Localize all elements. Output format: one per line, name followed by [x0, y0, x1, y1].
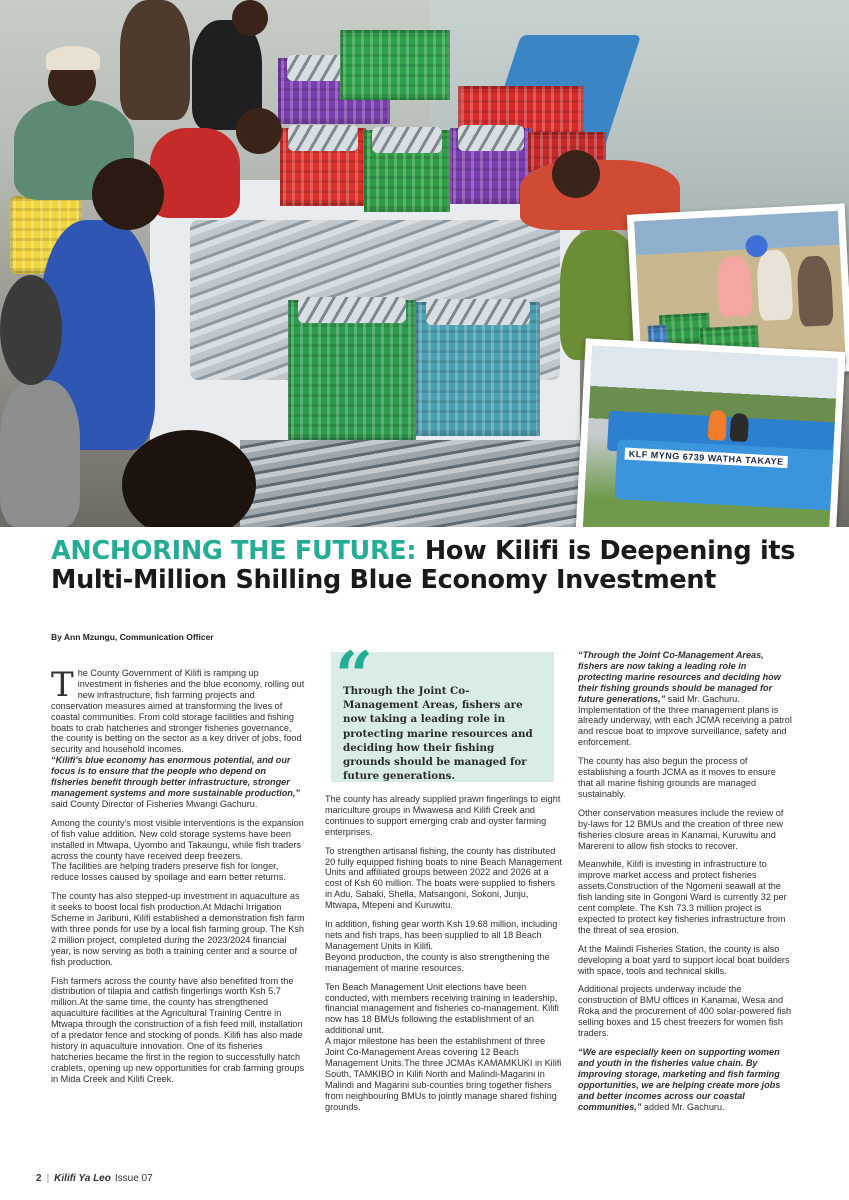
quote-paragraph	[578, 1047, 792, 1112]
article-column-2	[325, 794, 562, 1120]
inset-person	[708, 410, 728, 441]
fisherman-head	[92, 158, 164, 230]
drop-cap: T	[51, 665, 74, 705]
director-quote: “Through the Joint Co-Management Areas, fishers are now taking a leading role in protecting marine resources and deciding how their fishing grounds should be managed for future generations,”	[578, 650, 781, 704]
boat-registration: KLF MYNG 6739 WATHA TAKAYE	[625, 448, 788, 469]
quote-attribution: added Mr. Gachuru.	[641, 1101, 725, 1112]
crate-teal-front	[416, 302, 540, 436]
article-column-1	[51, 665, 305, 1093]
fisherman-head	[232, 0, 268, 36]
fisherman-head	[552, 150, 600, 198]
quote-attribution: said Mr. Gachuru.	[665, 693, 740, 704]
crate-red	[280, 128, 366, 206]
crate-green	[364, 130, 450, 212]
pull-quote-text: Through the Joint Co-Management Areas, fishers are now taking a leading role in protecting marine resources and deciding how their fishing grounds should be managed for future generations.	[343, 685, 533, 783]
inset-woman	[756, 249, 794, 321]
inset-woman	[716, 255, 753, 317]
footer-divider: |	[46, 1173, 50, 1184]
paragraph: Ten Beach Management Unit elections have been conducted, with members receiving training in leadership, financial management and fisheries co-management. Kilifi now has 18 BMUs following the establishment of an additional unit.	[325, 981, 559, 1036]
page-number: 2	[36, 1173, 42, 1184]
paragraph: The county has also begun the process of establishing a fourth JCMA as it moves to ensure that all marine fishing grounds are managed sustainably.	[578, 756, 776, 799]
headline-accent: ANCHORING THE FUTURE:	[51, 536, 417, 566]
headline-text: How Kilifi is Deepening its Multi-Million Shilling Blue Economy Investment	[51, 536, 796, 595]
paragraph: Other conservation measures include the review of by-laws for 12 BMUs and the creation of three new fisheries closure areas in Kanamai, Kuruwitu and Marereni to allow fish stocks to recover.	[578, 807, 784, 851]
paragraph: Beyond production, the county is also strengthening the management of marine resources.	[325, 951, 550, 973]
byline: By Ann Mzungu, Communication Officer	[51, 632, 214, 642]
hero-photo	[0, 0, 849, 527]
paragraph: In addition, fishing gear worth Ksh 19.68 million, including nets and fish traps, has been supplied to all 18 Beach Management Units in Kilifi.	[325, 919, 558, 951]
quote-paragraph	[578, 650, 792, 705]
paragraph: The county has also stepped-up investment in aquaculture as it seeks to boost local fish production.At Mdachi Irrigation Scheme in Jaribuni, Kilifi established a demonstration fish farm with three ponds for use by a local fish farming group. The Ksh 2 million project, completed during the 2023/2024 financial year, is now serving as both a training center and a source of fish production.	[51, 891, 305, 967]
fisherman-standing	[120, 0, 190, 120]
paragraph: The facilities are helping traders preserve fish for longer, reduce losses caused by spoilage and earn better returns.	[51, 861, 286, 883]
paragraph: The county has already supplied prawn fingerlings to eight mariculture groups in Mwawesa and Kilifi Creek and continues to support emerging crab and oyster farming enterprises.	[325, 794, 561, 837]
article-headline	[51, 537, 811, 595]
inset-photo-fishing-boats	[575, 338, 846, 527]
paragraph-text: he County Government of Kilifi is ramping up investment in fisheries and the blue economy, rolling out new infrastructure, fish farming projects and conservation measures aimed at transforming the lives of coastal communities. From cold storage facilities and fishing boats to crab hatcheries and stronger fisheries governance, the county is betting on the sector as a key driver of jobs, food security and household incomes.	[51, 668, 305, 755]
fisherman-red-shirt	[150, 128, 240, 218]
pull-quote	[331, 637, 554, 783]
paragraph: Among the county's most visible interventions is the expansion of fish value addition. New cold storage systems have been installed in Mtwapa, Uyombo and Takaungu, while fish traders across the county have received deep freezers.	[51, 817, 304, 861]
crate-green	[340, 30, 450, 100]
publication-name: Kilifi Ya Leo	[54, 1173, 111, 1184]
quote-attribution: said County Director of Fisheries Mwangi Gachuru.	[51, 798, 258, 809]
paragraph: Meanwhile, Kilifi is investing in infrastructure to improve market access and protect fisheries assets.Construction of the Ngomeni seawall at the fish landing site in Gongoni Ward is currently 32 per cent complete. The Ksh 73.3 million project is expected to protect key fisheries infrastructure from the threat of sea erosion.	[578, 859, 787, 935]
cap	[46, 46, 100, 70]
fish-catch-foreground	[240, 440, 580, 527]
paragraph: At the Malindi Fisheries Station, the county is also developing a boat yard to support local boat builders with space, tools and technical skills.	[578, 943, 790, 976]
issue-number: Issue 07	[114, 1173, 153, 1184]
paragraph: A major milestone has been the establishment of three Joint Co-Management Areas covering 12 Beach Management Units.The three JCMAs KAMAMKUKI in Kilifi South, TAMKIBO in Kilifi North and Malindi-Magarini in Malindi and Magarini sub-counties bring together fishers from neighbouring BMUs to jointly manage shared fishing grounds.	[325, 1036, 562, 1112]
paragraph: Fish farmers across the county have also benefited from the distribution of tilapia and catfish fingerlings worth Ksh 5.7 million.At the same time, the county has strengthened aquaculture facilities at the Agricultural Training Centre in Mtwapa through the construction of a fish feed mill, installation of a predator fence and stocking of ponds. Kilifi has also made history in aquaculture innovation. One of its fisheries hatcheries became the first in the region to successfully hatch crablets, opening up new opportunities for crab farming groups in Mida Creek and Kilifi Creek.	[51, 975, 305, 1084]
inset-woman	[796, 255, 834, 327]
inset-person	[730, 413, 749, 442]
article-column-3	[578, 650, 792, 1120]
paragraph: Additional projects underway include the construction of BMU offices in Kanamai, Wesa and Roka and the procurement of 400 solar-powered fish selling boxes and 15 chest freezers for women fish traders.	[578, 984, 792, 1039]
paragraph: Implementation of the three management plans is already underway, with each JCMA receiving a patrol and rescue boat to improve surveillance, safety and enforcement.	[578, 704, 792, 748]
paragraph: To strengthen artisanal fishing, the county has distributed 20 fully equipped fishing boats to nine Beach Management Units and affiliated groups between 2022 and 2026 at a cost of Ksh 60 million. The boats were supplied to fishers in Adu, Sabaki, Shella, Matsangoni, Sokoni, Junju, Mtwapa, Mtepeni and Kuruwitu.	[325, 845, 562, 911]
quote-mark-icon: “	[335, 637, 373, 715]
director-quote: “We are especially keen on supporting women and youth in the fisheries value chain. By improving storage, marketing and fish farming opportunities, we are helping create more jobs and better incomes across our coastal communities,”	[578, 1047, 781, 1112]
paragraph	[51, 665, 305, 755]
director-quote: “Kilifi's blue economy has enormous potential, and our focus is to ensure that the people who depend on fisheries benefit through better infrastructure, stronger management systems and more sustainable production,”	[51, 755, 300, 798]
onlooker-head	[0, 275, 62, 385]
page-footer	[36, 1173, 153, 1184]
crate-green-front	[288, 300, 416, 440]
onlooker-grey	[0, 380, 80, 527]
fisherman-head	[236, 108, 282, 154]
quote-paragraph	[51, 755, 305, 810]
